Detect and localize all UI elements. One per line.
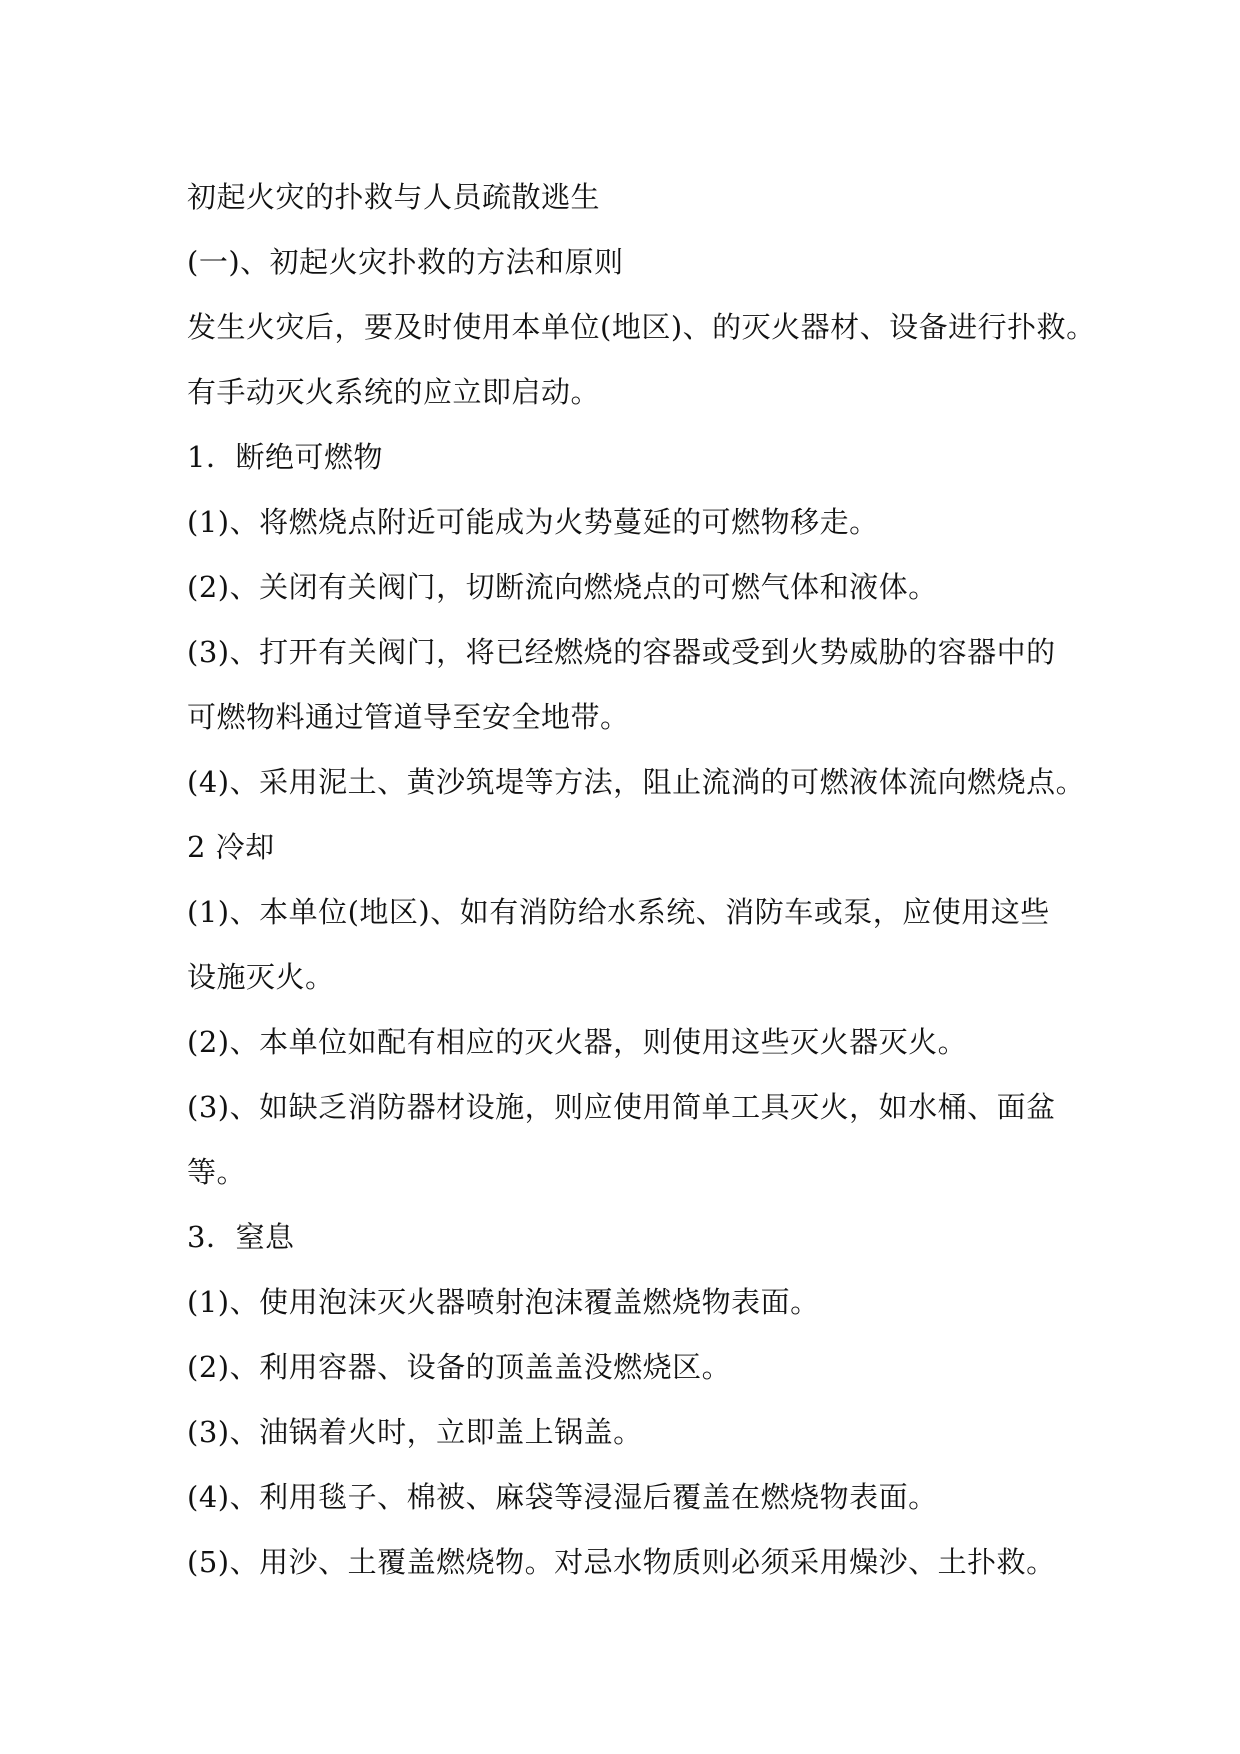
paragraph-line: 有手动灭火系统的应立即启动。 xyxy=(187,375,601,409)
list-item-continuation: 设施灭火。 xyxy=(187,960,335,994)
document-body xyxy=(187,165,1096,1595)
list-item: (4)、利用毯子、棉被、麻袋等浸湿后覆盖在燃烧物表面。 xyxy=(187,1480,938,1514)
list-item: (5)、用沙、土覆盖燃烧物。对忌水物质则必须采用燥沙、土扑救。 xyxy=(187,1545,1056,1579)
list-item: (2)、利用容器、设备的顶盖盖没燃烧区。 xyxy=(187,1350,732,1384)
list-item: (4)、采用泥土、黄沙筑堤等方法，阻止流淌的可燃液体流向燃烧点。 xyxy=(187,765,1086,799)
subsection-heading: 1．断绝可燃物 xyxy=(187,440,383,474)
subsection-heading: 2 冷却 xyxy=(187,830,275,864)
list-item: (3)、打开有关阀门，将已经燃烧的容器或受到火势威胁的容器中的 xyxy=(187,635,1056,669)
paragraph-line: 发生火灾后，要及时使用本单位(地区)、的灭火器材、设备进行扑救。 xyxy=(187,310,1096,344)
list-item-continuation: 等。 xyxy=(187,1155,247,1189)
list-item: (1)、本单位(地区)、如有消防给水系统、消防车或泵，应使用这些 xyxy=(187,895,1050,929)
list-item-continuation: 可燃物料通过管道导至安全地带。 xyxy=(187,700,630,734)
list-item: (1)、将燃烧点附近可能成为火势蔓延的可燃物移走。 xyxy=(187,505,879,539)
section-heading: (一)、初起火灾扑救的方法和原则 xyxy=(187,245,624,279)
list-item: (2)、关闭有关阀门，切断流向燃烧点的可燃气体和液体。 xyxy=(187,570,938,604)
list-item: (1)、使用泡沫灭火器喷射泡沫覆盖燃烧物表面。 xyxy=(187,1285,820,1319)
list-item: (3)、油锅着火时，立即盖上锅盖。 xyxy=(187,1415,643,1449)
list-item: (2)、本单位如配有相应的灭火器，则使用这些灭火器灭火。 xyxy=(187,1025,968,1059)
document-title: 初起火灾的扑救与人员疏散逃生 xyxy=(187,180,601,214)
subsection-heading: 3．窒息 xyxy=(187,1220,295,1254)
list-item: (3)、如缺乏消防器材设施，则应使用简单工具灭火，如水桶、面盆 xyxy=(187,1090,1056,1124)
